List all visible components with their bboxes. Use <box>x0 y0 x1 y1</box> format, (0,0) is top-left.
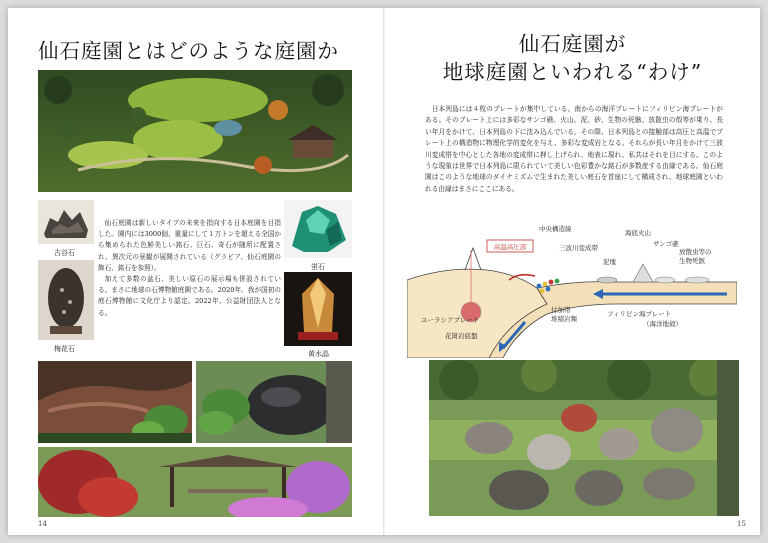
label-central-structure: 中央構造線 <box>539 225 572 233</box>
label-radiolaria-2: 生物死骸 <box>679 257 705 265</box>
right-page-title <box>385 30 760 86</box>
left-page-title: 仙石庭園とはどのような庭園か <box>38 39 339 63</box>
right-title-line-1: 仙石庭園が <box>518 32 627 56</box>
label-accretion-2: 堆積岩類 <box>551 315 577 323</box>
rock-garden-photo <box>429 360 739 516</box>
caption-baikaseki: 梅花石 <box>54 345 75 353</box>
right-page <box>385 8 760 535</box>
left-page <box>8 8 383 535</box>
dark-boulder-photo <box>196 361 352 443</box>
right-body-paragraph: 日本列島には４枚のプレートが集中している。南からの海洋プレートにフィリピン海プレートがある。そのプレート上には多彩なサンゴ礁、火山、泥、砂、生物の死骸、放散虫の殻等が乗り、長い年月をかけて、日本列島の下に沈み込んでいる。その際、日本列島との接触部は高圧と高温でプレート上の構造物に物理化学的変化を与え、多彩な変成岩となる。それらが長い年月をかけて三波川変成帯を中心とした各地の変成帯に押し上げられ、地表に現れ、私共はそれを目にする。このような現象は世界で日本列島に限られていて美しい色彩豊かな銘石が多数産する由縁である。仙石庭園はこのような地球のダイナミズムで生まれた美しい庭石を首座にして構成され、地球庭園といわれる由縁はまさにここにある。 <box>425 105 723 193</box>
label-coral: サンゴ礁 <box>653 240 679 248</box>
left-body-text <box>98 218 281 319</box>
kohiishi-stone-photo <box>38 200 94 244</box>
label-eurasia: ユーラシアプレート <box>421 316 480 324</box>
page-number-right: 15 <box>737 520 746 528</box>
diagram-svg <box>407 218 737 358</box>
label-sanbagawa: 三波川変成帯 <box>559 244 598 252</box>
volcano-shape <box>465 248 481 270</box>
label-accretion-1: 付加帯 <box>551 306 571 314</box>
label-radiolaria-1: 放散虫等の <box>679 248 712 256</box>
right-title-line-2: 地球庭園といわれる“わけ” <box>442 60 703 84</box>
kisuisho-crystal-photo <box>284 272 352 346</box>
caption-kisuisho: 黄水晶 <box>308 350 329 358</box>
garden-pavilion-photo <box>38 447 352 517</box>
left-body-paragraph: 加えて多数の盆石、美しい原石の展示場も併設されている。まさに地球の石博物館庭園である。2020年、我が国初の庭石博物館に文化庁より認定。2022年、公益財団法人となる。 <box>98 275 281 317</box>
seamount-shape <box>633 264 653 282</box>
coral-shape <box>655 277 675 283</box>
baikaseki-stone-photo <box>38 260 94 340</box>
page-number-left: 14 <box>38 520 47 528</box>
label-philippine-1: フィリピン海プレート <box>607 310 672 318</box>
aerial-garden-photo <box>38 70 352 192</box>
right-body-text <box>425 104 723 195</box>
red-rock-photo <box>38 361 192 443</box>
label-seamount: 海底火山 <box>625 229 651 237</box>
mud-shape <box>597 277 617 283</box>
book-spread <box>8 8 760 535</box>
hotaruishi-stone-photo <box>284 200 352 258</box>
caption-kohiishi: 古谷石 <box>54 249 75 257</box>
left-body-paragraph: 仙石庭園は新しいタイプの未来を指向する日本庭園を目指した。園内には3000個、重量にして１万トンを超える全国から集められた色鮮美しい銘石、巨石、奇石が随所に配置され、異次元の景観が展開されている（グラビア、仙石庭園の飾石、銘石を参照）。 <box>98 219 281 272</box>
label-high-pressure: 高温高圧部 <box>493 243 527 251</box>
radiolaria-shape <box>685 277 709 283</box>
caption-hotaruishi: 蛍石 <box>311 263 325 271</box>
label-mud: 泥塊 <box>603 258 616 266</box>
label-philippine-2: （海洋地殻） <box>643 320 682 328</box>
label-granite: 花崗岩底盤 <box>445 332 478 340</box>
plate-subduction-diagram <box>407 218 737 358</box>
